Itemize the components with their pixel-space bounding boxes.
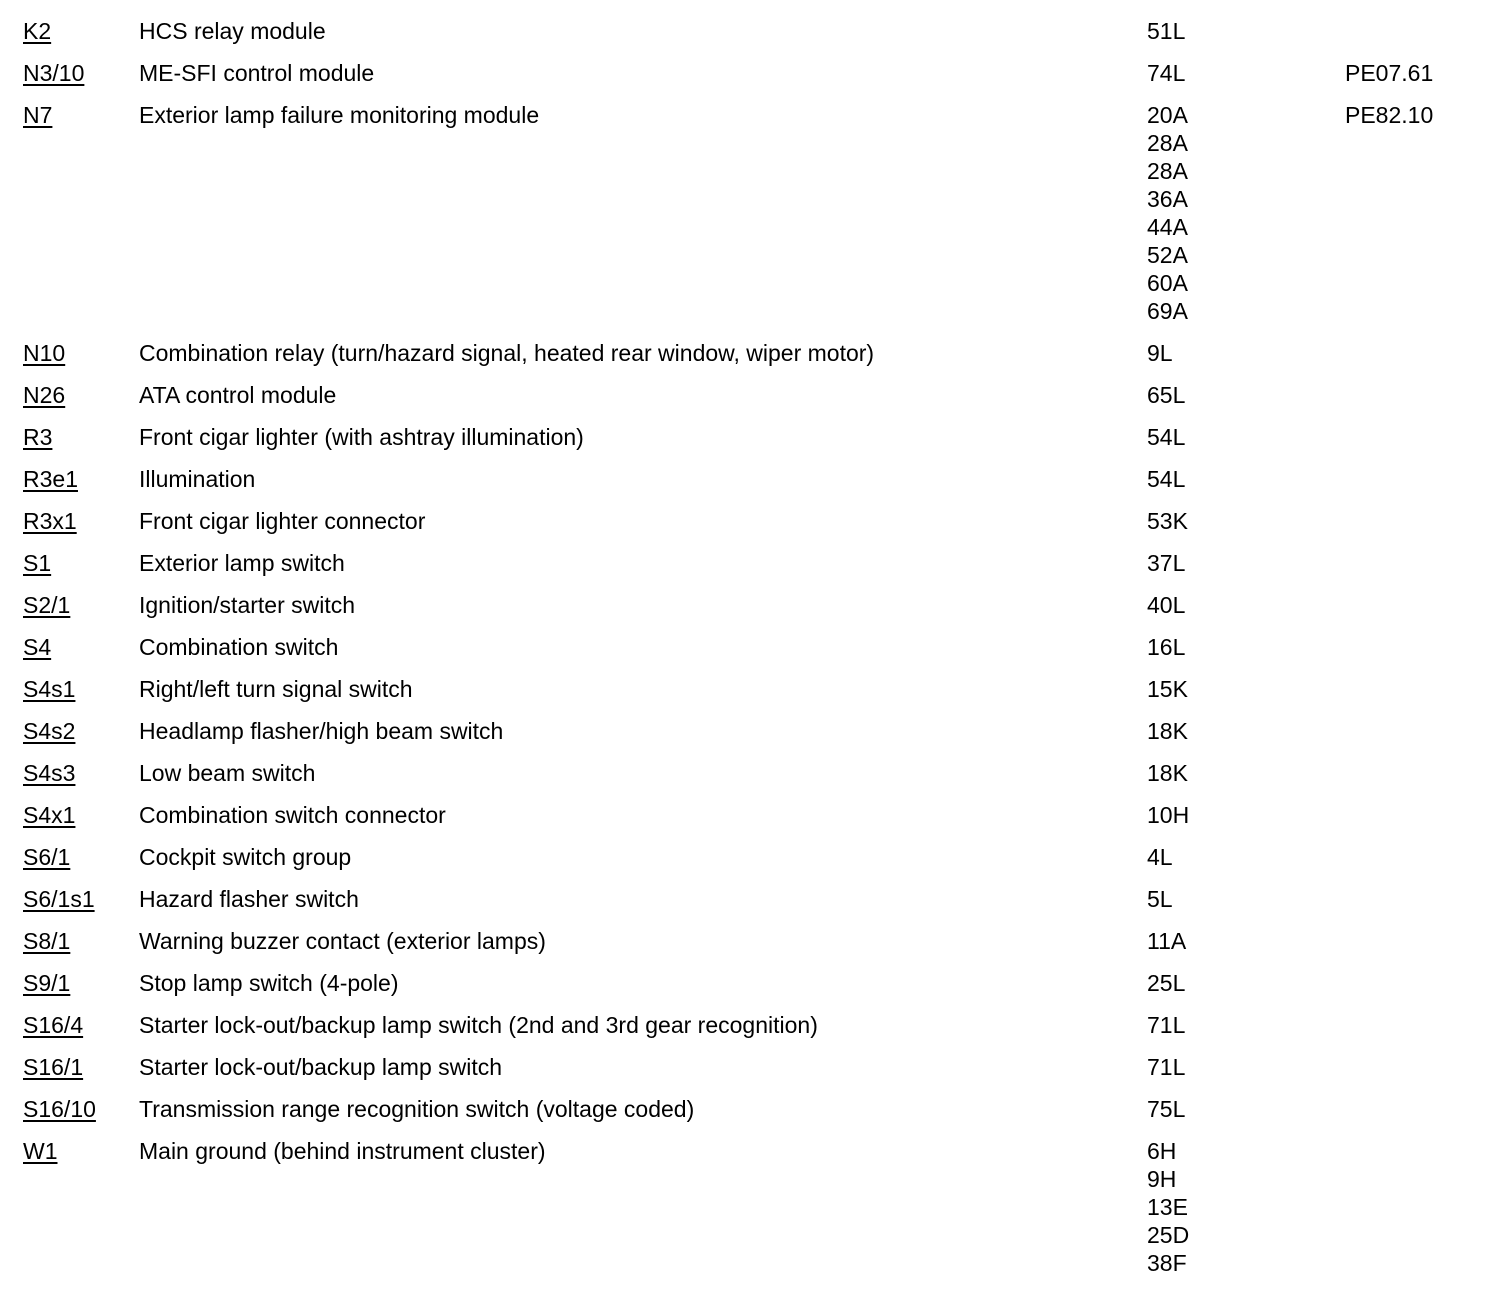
grid-locations [1147, 101, 1345, 325]
component-code-cell [23, 1137, 139, 1165]
component-description: Exterior lamp switch [139, 550, 345, 576]
component-code-cell [23, 465, 139, 493]
component-code-link[interactable]: S16/4 [23, 1012, 84, 1038]
component-description: Ignition/starter switch [139, 592, 356, 618]
grid-location: 18K [1147, 760, 1188, 786]
grid-location: 65L [1147, 382, 1186, 408]
component-code-link[interactable]: S4s2 [23, 718, 76, 744]
component-code-cell [23, 1011, 139, 1039]
component-code-link[interactable]: S2/1 [23, 592, 71, 618]
component-row [0, 717, 1504, 745]
component-row [0, 675, 1504, 703]
component-code-cell [23, 759, 139, 787]
grid-locations [1147, 801, 1345, 829]
grid-locations [1147, 969, 1345, 997]
grid-location: 44A [1147, 214, 1188, 240]
component-row [0, 927, 1504, 955]
grid-location: 54L [1147, 466, 1186, 492]
component-code-link[interactable]: W1 [23, 1138, 58, 1164]
grid-location: 60A [1147, 270, 1188, 296]
component-code-link[interactable]: S4 [23, 634, 52, 660]
component-code-cell [23, 675, 139, 703]
grid-location: 54L [1147, 424, 1186, 450]
component-code-link[interactable]: N10 [23, 340, 66, 366]
component-code-cell [23, 549, 139, 577]
component-code-cell [23, 717, 139, 745]
component-description: Front cigar lighter (with ashtray illumination) [139, 424, 584, 450]
grid-location: 71L [1147, 1054, 1186, 1080]
grid-location: 4L [1147, 844, 1173, 870]
grid-location: 16L [1147, 634, 1186, 660]
component-row [0, 843, 1504, 871]
grid-location: 15K [1147, 676, 1188, 702]
component-row [0, 381, 1504, 409]
component-description: Starter lock-out/backup lamp switch [139, 1054, 503, 1080]
component-row [0, 969, 1504, 997]
component-description: Front cigar lighter connector [139, 508, 426, 534]
component-row [0, 885, 1504, 913]
reference-code: PE07.61 [1345, 60, 1434, 86]
component-row [0, 59, 1504, 87]
component-code-cell [23, 339, 139, 367]
component-code-cell [23, 101, 139, 129]
grid-location: 28A [1147, 158, 1188, 184]
component-code-cell [23, 1095, 139, 1123]
component-row [0, 507, 1504, 535]
grid-locations [1147, 423, 1345, 451]
component-code-link[interactable]: N26 [23, 382, 66, 408]
component-code-link[interactable]: N3/10 [23, 60, 85, 86]
grid-location: 40L [1147, 592, 1186, 618]
grid-location: 38F [1147, 1250, 1187, 1276]
component-list [0, 17, 1504, 1291]
component-row [0, 1095, 1504, 1123]
grid-location: 20A [1147, 102, 1188, 128]
grid-location: 9L [1147, 340, 1173, 366]
component-code-cell [23, 1053, 139, 1081]
component-code-link[interactable]: R3x1 [23, 508, 77, 534]
component-row [0, 1011, 1504, 1039]
grid-locations [1147, 591, 1345, 619]
component-row [0, 591, 1504, 619]
component-description: Combination switch connector [139, 802, 446, 828]
grid-location: 53K [1147, 508, 1188, 534]
component-code-cell [23, 59, 139, 87]
component-code-cell [23, 423, 139, 451]
grid-locations [1147, 843, 1345, 871]
component-code-link[interactable]: S4s3 [23, 760, 76, 786]
component-description: HCS relay module [139, 18, 326, 44]
grid-locations [1147, 1011, 1345, 1039]
component-description: ME-SFI control module [139, 60, 375, 86]
component-code-link[interactable]: S16/10 [23, 1096, 96, 1122]
component-description: Starter lock-out/backup lamp switch (2nd and 3rd gear recognition) [139, 1012, 818, 1038]
grid-location: 18K [1147, 718, 1188, 744]
component-row [0, 465, 1504, 493]
component-code-link[interactable]: N7 [23, 102, 53, 128]
component-description: Right/left turn signal switch [139, 676, 413, 702]
grid-location: 75L [1147, 1096, 1186, 1122]
grid-location: 25L [1147, 970, 1186, 996]
grid-location: 6H [1147, 1138, 1177, 1164]
component-code-link[interactable]: S8/1 [23, 928, 71, 954]
grid-location: 37L [1147, 550, 1186, 576]
grid-locations [1147, 1053, 1345, 1081]
grid-locations [1147, 59, 1345, 87]
component-code-link[interactable]: S6/1 [23, 844, 71, 870]
component-row [0, 101, 1504, 325]
component-code-link[interactable]: S1 [23, 550, 52, 576]
grid-locations [1147, 675, 1345, 703]
grid-locations [1147, 759, 1345, 787]
grid-locations [1147, 381, 1345, 409]
component-row [0, 1137, 1504, 1277]
grid-location: 9H [1147, 1166, 1177, 1192]
component-description: Illumination [139, 466, 256, 492]
component-row [0, 549, 1504, 577]
component-code-link[interactable]: R3 [23, 424, 53, 450]
grid-location: 51L [1147, 18, 1186, 44]
component-row [0, 1053, 1504, 1081]
component-code-cell [23, 381, 139, 409]
component-code-link[interactable]: S4s1 [23, 676, 76, 702]
grid-locations [1147, 1095, 1345, 1123]
component-description: Main ground (behind instrument cluster) [139, 1138, 546, 1164]
grid-location: 36A [1147, 186, 1188, 212]
component-code-cell [23, 801, 139, 829]
component-row [0, 339, 1504, 367]
component-description: ATA control module [139, 382, 337, 408]
component-description: Warning buzzer contact (exterior lamps) [139, 928, 546, 954]
component-code-cell [23, 591, 139, 619]
grid-location: 25D [1147, 1222, 1190, 1248]
component-code-cell [23, 507, 139, 535]
component-description: Hazard flasher switch [139, 886, 359, 912]
component-description: Stop lamp switch (4-pole) [139, 970, 399, 996]
component-description: Cockpit switch group [139, 844, 352, 870]
component-description: Low beam switch [139, 760, 316, 786]
component-code-cell [23, 927, 139, 955]
component-code-link[interactable]: S9/1 [23, 970, 71, 996]
grid-locations [1147, 1137, 1345, 1277]
component-code-link[interactable]: R3e1 [23, 466, 78, 492]
grid-locations [1147, 549, 1345, 577]
component-description: Combination relay (turn/hazard signal, heated rear window, wiper motor) [139, 340, 875, 366]
component-code-cell [23, 17, 139, 45]
component-description: Headlamp flasher/high beam switch [139, 718, 504, 744]
grid-location: 13E [1147, 1194, 1188, 1220]
grid-locations [1147, 717, 1345, 745]
component-code-link[interactable]: S4x1 [23, 802, 76, 828]
component-code-link[interactable]: S6/1s1 [23, 886, 95, 912]
component-code-link[interactable]: K2 [23, 18, 52, 44]
grid-location: 69A [1147, 298, 1188, 324]
component-row [0, 17, 1504, 45]
component-description: Transmission range recognition switch (voltage coded) [139, 1096, 695, 1122]
component-description: Combination switch [139, 634, 339, 660]
grid-location: 52A [1147, 242, 1188, 268]
component-row [0, 423, 1504, 451]
component-code-cell [23, 633, 139, 661]
grid-locations [1147, 633, 1345, 661]
grid-locations [1147, 465, 1345, 493]
grid-location: 74L [1147, 60, 1186, 86]
component-row [0, 801, 1504, 829]
component-description: Exterior lamp failure monitoring module [139, 102, 540, 128]
component-row [0, 633, 1504, 661]
component-row [0, 759, 1504, 787]
grid-locations [1147, 339, 1345, 367]
grid-locations [1147, 927, 1345, 955]
grid-location: 10H [1147, 802, 1190, 828]
grid-locations [1147, 507, 1345, 535]
component-code-cell [23, 843, 139, 871]
grid-location: 11A [1147, 928, 1187, 954]
component-code-cell [23, 969, 139, 997]
grid-location: 28A [1147, 130, 1188, 156]
component-code-cell [23, 885, 139, 913]
reference-code: PE82.10 [1345, 102, 1434, 128]
grid-locations [1147, 885, 1345, 913]
grid-location: 5L [1147, 886, 1173, 912]
component-code-link[interactable]: S16/1 [23, 1054, 84, 1080]
grid-location: 71L [1147, 1012, 1186, 1038]
grid-locations [1147, 17, 1345, 45]
